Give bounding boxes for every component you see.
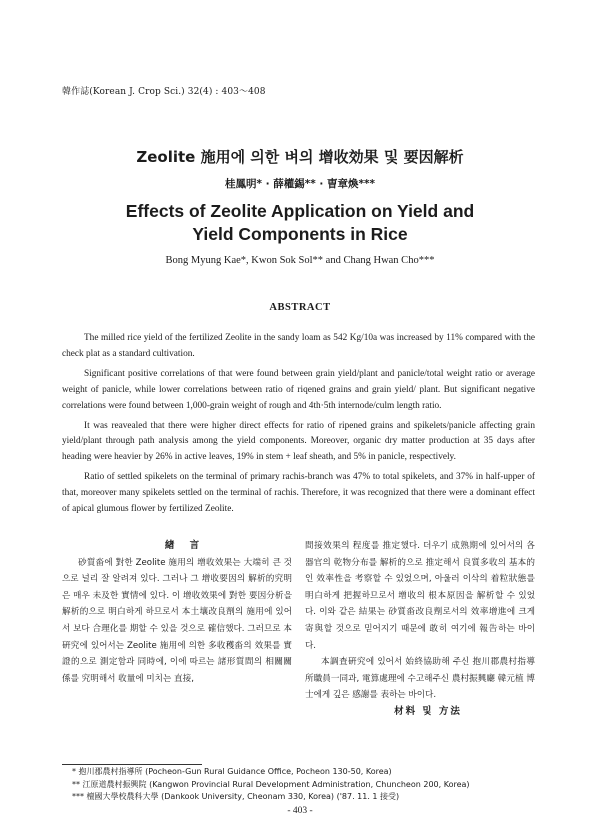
abstract-paragraph: Significant positive correlations of that were found between grain yield/plant and panicle/total weight ratio or average weight of panicle, while lower correlations between ratio of riqened grains and grain yield/ plant. But significant negative correlations were found between 1,000-grain weight of rough and 4th·5th internode/culm length ratio. bbox=[62, 368, 535, 411]
body-column-right bbox=[305, 538, 535, 721]
abstract-heading: ABSTRACT bbox=[269, 302, 331, 313]
page-number: - 403 - bbox=[287, 806, 313, 816]
footnote-affiliation-1: * 抱川郡農村指導所 (Pocheon-Gun Rural Guidance Office, Pocheon 130-50, Korea) bbox=[72, 767, 392, 776]
english-title-line-1: Effects of Zeolite Application on Yield and bbox=[125, 201, 475, 221]
footnote-divider bbox=[62, 764, 202, 765]
acknowledgement-paragraph: 本調査硏究에 있어서 始終協助해 주신 抱川郡農村指導所職員一同과, 電算處理에 수고해주신 農村振興廳 韓元植 博士에게 깊은 感謝를 表하는 바이다. bbox=[305, 657, 535, 701]
methods-heading: 材料 및 方法 bbox=[394, 705, 462, 717]
introduction-heading: 緖 言 bbox=[164, 540, 206, 551]
korean-title: Zeolite 施用에 의한 벼의 增收効果 및 要因解析 bbox=[136, 148, 464, 166]
english-authors: Bong Myung Kae*, Kwon Sok Sol** and Chang Hwan Cho*** bbox=[165, 255, 435, 266]
body-paragraph: 間接效果의 程度를 推定했다. 더우기 成熟期에 있어서의 各 器官의 乾物分布를 解析的으로 推定해서 良質多收의 基本的인 效率性을 考察할 수 있었으며, 아울러 이삭의 着粒狀態를 明白하게 把握하므로서 增收의 根本原因을 解析할 수 있었다. 이와 같은 結果는 砂質畓改良劑로서의 效率增進에 크게 寄與할 것으로 믿어지기 때문에 敢히 여기에 報告하는 바이다. bbox=[305, 541, 535, 651]
footnote-affiliation-3: *** 檀國大學校農科大學 (Dankook University, Cheonam 330, Korea) ('87. 11. 1 接受) bbox=[72, 792, 400, 801]
abstract-paragraph: Ratio of settled spikelets on the terminal of primary rachis-branch was 47% to total spikelets, and 37% in half-upper of that, moreover many spikelets settled on the terminal of rachis. Therefore, it was recognized that there were a dominant effect of apical glumous flower by fertilized Zeolite. bbox=[62, 472, 535, 515]
abstract-paragraph: It was reavealed that there were higher direct effects for ratio of ripened grains and spikelets/panicle affecting grain yield/plant through path analysis among the yield components. Moreover, organic dry matter production at 35 days after heading were heavier by 26% in active leaves, 19% in stem + leaf sheath, and 5% in panicle, respectively. bbox=[62, 420, 535, 463]
body-paragraph: 砂質畓에 對한 Zeolite 施用의 增收效果는 大端히 큰 것으로 널리 잘 알려져 있다. 그러나 그 增收要因의 解析的究明은 매우 未及한 實情에 있다. 이 增收效果에 對한 要因分析을 解析的으로 明白하게 하므로서 本土壤改良劑의 施用에 있어서 보다 合理化를 期할 수 있을 것으로 確信했다. 그러므로 本 硏究에 있어서는 Zeolite 施用에 의한 多收穫畓의 效果를 實證的으로 測定함과 同時에, 이에 따르는 諸形質間의 相關關係를 究明해서 收量에 미치는 直接, bbox=[62, 557, 292, 684]
english-title-line-2: Yield Components in Rice bbox=[192, 224, 408, 244]
abstract-paragraph: The milled rice yield of the fertilized Zeolite in the sandy loam as 542 Kg/10a was increased by 11% compared with the check plat as a standard cultivation. bbox=[62, 333, 535, 359]
footnotes bbox=[72, 766, 552, 804]
english-title bbox=[0, 200, 600, 246]
korean-authors: 桂鳳明* · 薛權錫** · 曺章煥*** bbox=[224, 178, 376, 190]
journal-citation: 韓作誌(Korean J. Crop Sci.) 32(4) : 403〜408 bbox=[62, 87, 266, 97]
footnote-affiliation-2: ** 江原道農村振興院 (Kangwon Provincial Rural Development Administration, Chuncheon 200, Korea) bbox=[72, 779, 470, 789]
abstract-body bbox=[62, 331, 535, 522]
body-column-left bbox=[62, 538, 292, 687]
